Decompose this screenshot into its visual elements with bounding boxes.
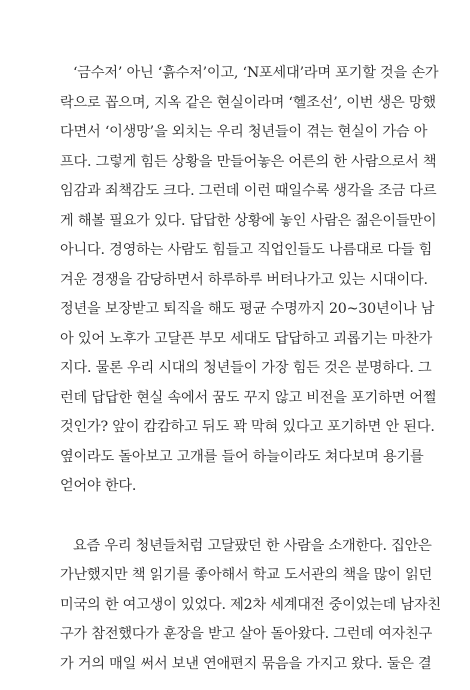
paragraph-line: 런데 답답한 현실 속에서 꿈도 꾸지 않고 비전을 포기하면 어쩔	[60, 390, 437, 406]
paragraph-line: 겨운 경쟁을 감당하면서 하루하루 버텨나가고 있는 시대이다.	[60, 272, 428, 288]
paragraph-line: 요즘 우리 청년들처럼 고달팠던 한 사람을 소개한다. 집안은	[73, 538, 432, 554]
paragraph-line: 정년을 보장받고 퇴직을 해도 평균 수명까지 20~30년이나 남	[60, 301, 435, 317]
paragraph-line: 미국의 한 여고생이 있었다. 제2차 세계대전 중이었는데 남자친	[60, 597, 441, 613]
paragraph-line: 게 해볼 필요가 있다. 답답한 상황에 놓인 사람은 젊은이들만이	[60, 213, 437, 229]
paragraph-line: 임감과 죄책감도 크다. 그런데 이런 때일수록 생각을 조금 다르	[60, 183, 437, 199]
paragraph-line: 옆이라도 돌아보고 고개를 들어 하늘이라도 쳐다보며 용기를	[60, 449, 424, 465]
paragraph-line: 얻어야 한다.	[60, 478, 137, 494]
paragraph-line: 가난했지만 책 읽기를 좋아해서 학교 도서관의 책을 많이 읽던	[60, 567, 433, 583]
paragraph-line: 가 거의 매일 써서 보낸 연애편지 묶음을 가지고 왔다. 둘은 결	[60, 656, 432, 672]
paragraph-line: 아니다. 경영하는 사람도 힘들고 직업인들도 나름대로 다들 힘	[60, 242, 433, 258]
paragraph-line: 것인가? 앞이 캄캄하고 뒤도 꽉 막혀 있다고 포기하면 안 된다.	[60, 419, 435, 435]
paragraph-line: 락으로 꼽으며, 지옥 같은 현실이라며 ‘헬조선’, 이번 생은 망했	[60, 95, 436, 111]
paragraph-line: 다면서 ‘이생망’을 외치는 우리 청년들이 겪는 현실이 가슴 아	[60, 124, 428, 140]
paragraph-line: 프다. 그렇게 힘든 상황을 만들어놓은 어른의 한 사람으로서 책	[60, 154, 437, 170]
paragraph-line: 아 있어 노후가 고달픈 부모 세대도 답답하고 괴롭기는 마찬가	[60, 331, 433, 347]
paragraph-line: 지다. 물론 우리 시대의 청년들이 가장 힘든 것은 분명하다. 그	[60, 360, 432, 376]
paragraph-line: ‘금수저’ 아닌 ‘흙수저’이고, ‘N포세대’라며 포기할 것을 손가	[73, 65, 439, 81]
paragraph-line: 구가 참전했다가 훈장을 받고 살아 돌아왔다. 그런데 여자친구	[60, 626, 433, 642]
